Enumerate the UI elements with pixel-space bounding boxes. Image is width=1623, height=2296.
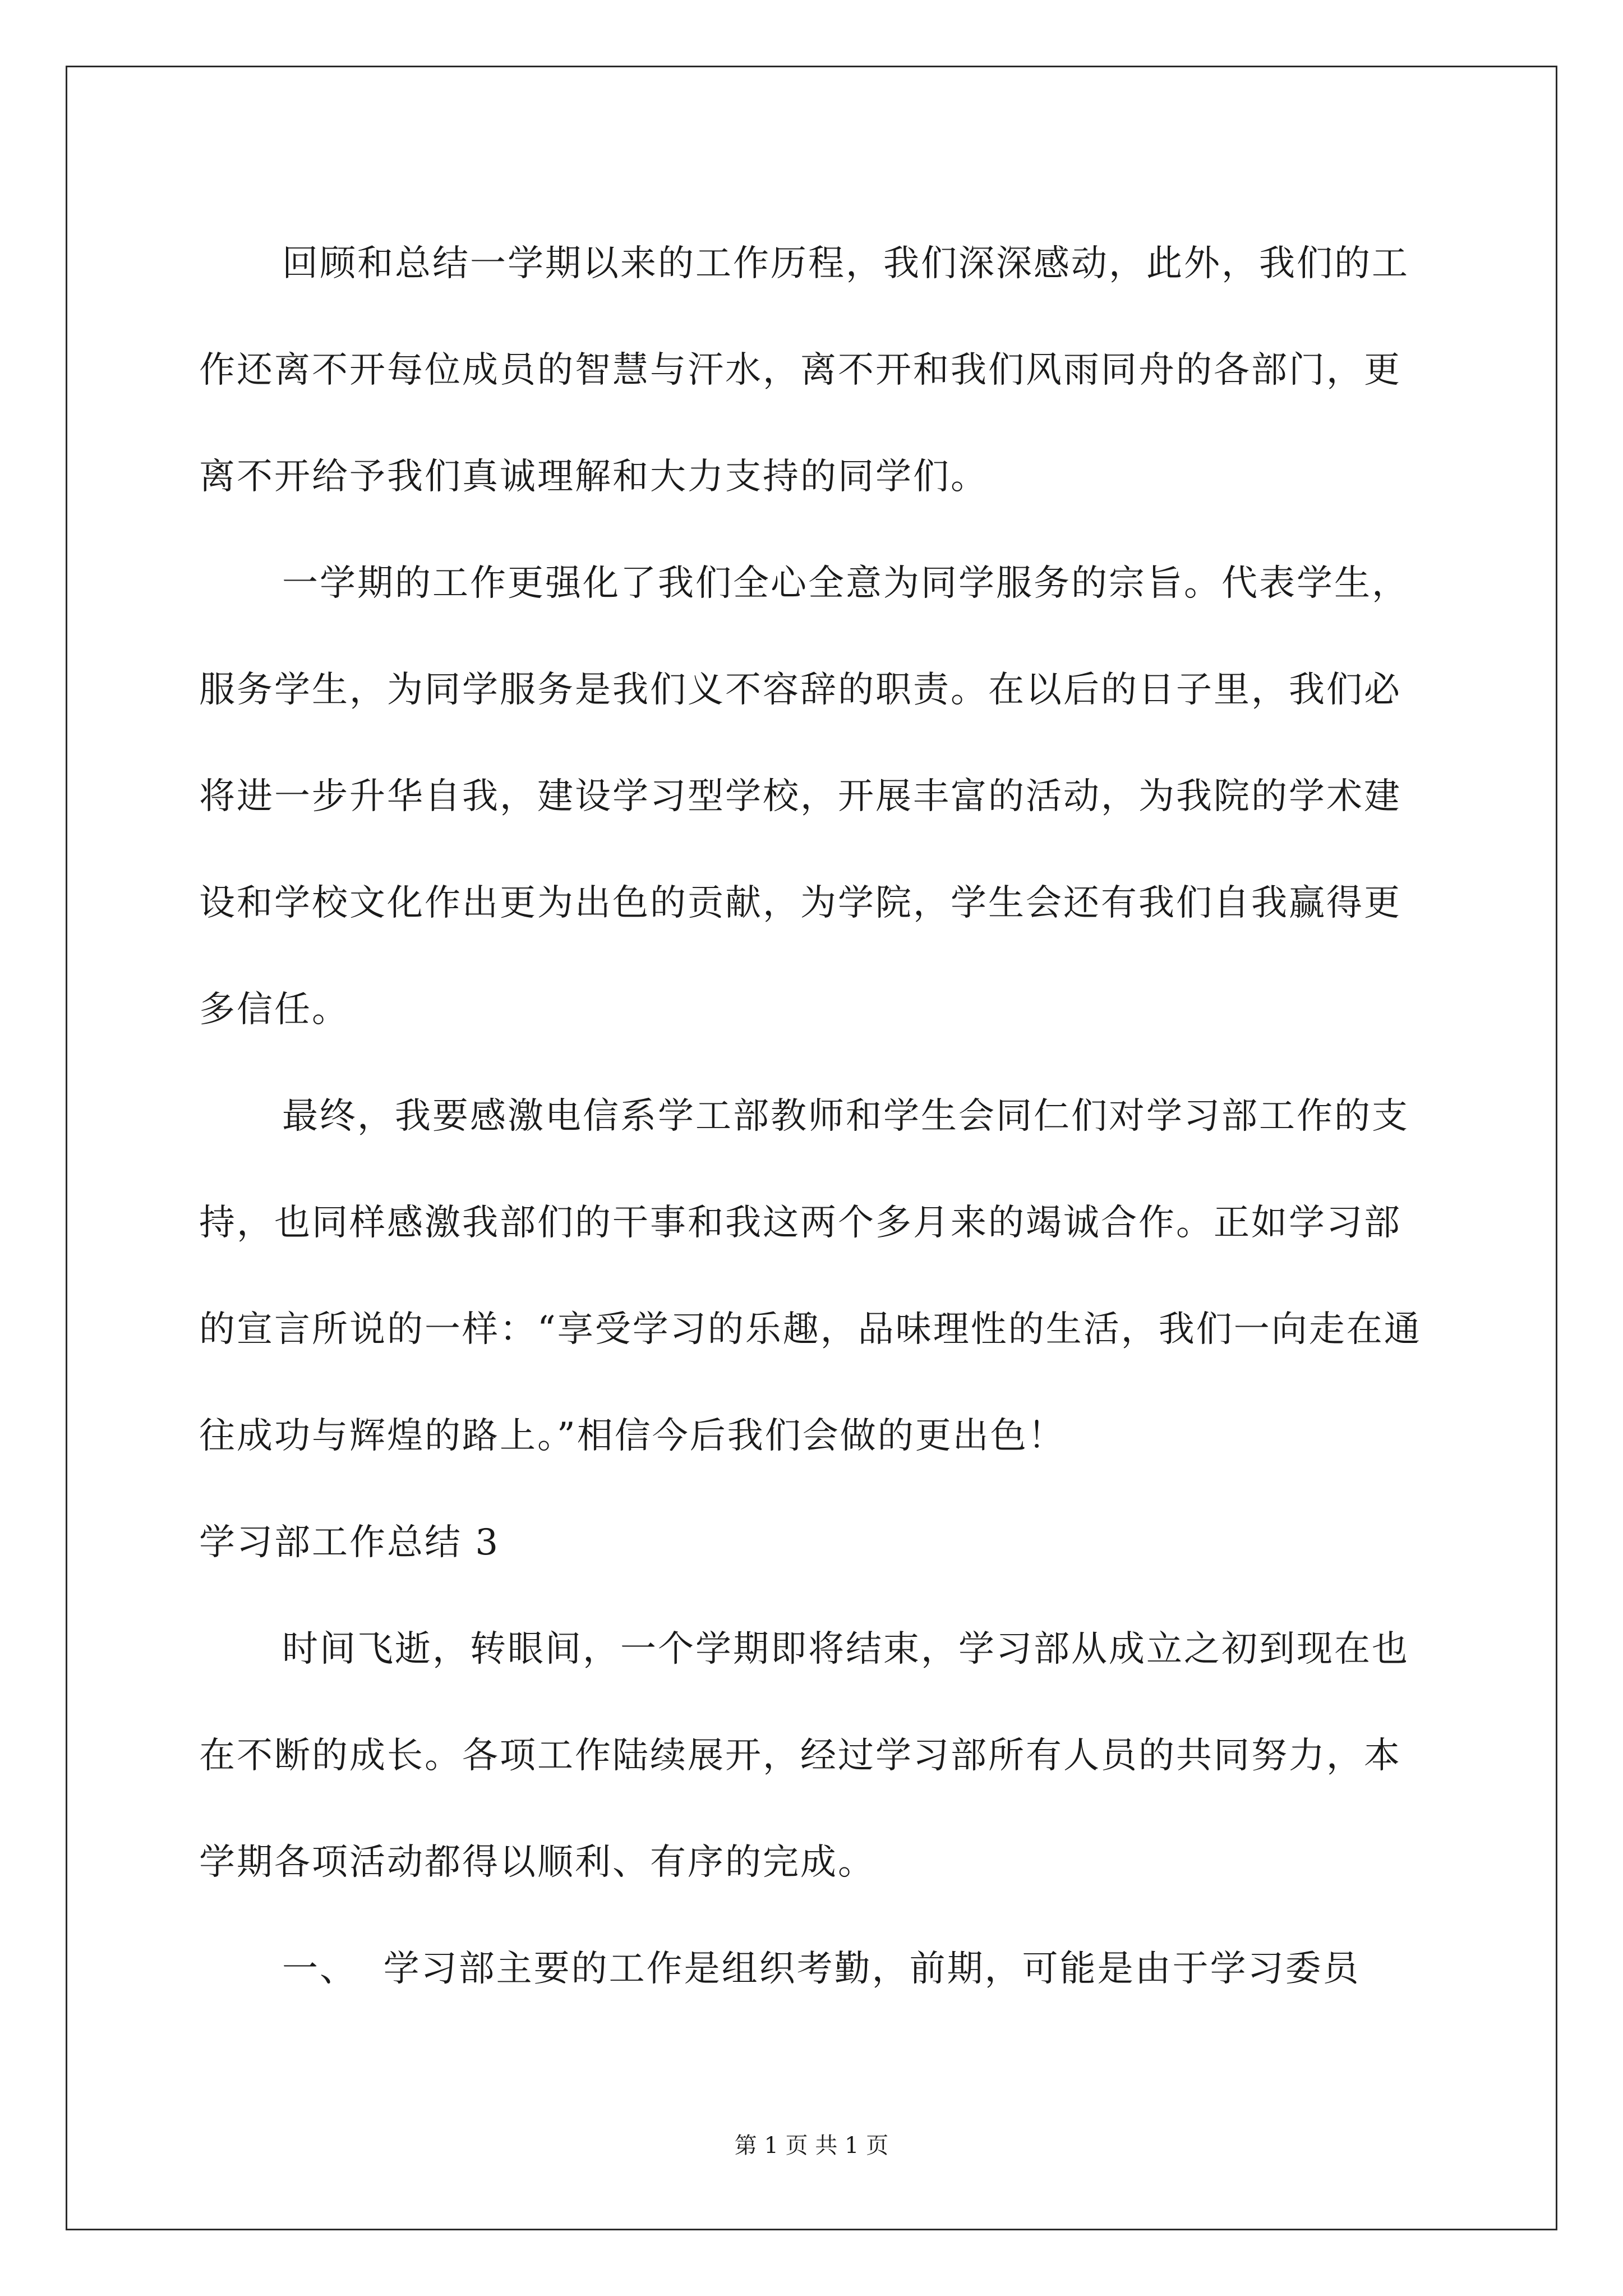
paragraph-3: 最终，我要感激电信系学工部教师和学生会同仁们对学习部工作的支持，也同样感激我部们的干事和我这两个多月来的竭诚合作。正如学习部的宣言所说的一样：“享受学习的乐趣，品味理性的生活，我们一向走在通往成功与辉煌的路上。”相信今后我们会做的更出色！: [199, 1096, 1422, 1457]
page-footer: 第 1 页 共 1 页: [734, 2133, 889, 2159]
document-body: [199, 210, 1433, 2022]
section-heading: 学习部工作总结 3: [199, 1522, 500, 1563]
paragraph-2: 一学期的工作更强化了我们全心全意为同学服务的宗旨。代表学生，服务学生，为同学服务是我们义不容辞的职责。在以后的日子里，我们必将进一步升华自我，建设学习型学校，开展丰富的活动，为我院的学术建设和学校文化作出更为出色的贡献，为学院，学生会还有我们自我赢得更多信任。: [199, 563, 1409, 1030]
section-paragraph-1: 时间飞逝，转眼间，一个学期即将结束，学习部从成立之初到现在也在不断的成长。各项工作陆续展开，经过学习部所有人员的共同努力，本学期各项活动都得以顺利、有序的完成。: [199, 1628, 1409, 1883]
section-paragraph-2: 一、 学习部主要的工作是组织考勤，前期，可能是由于学习委员: [282, 1948, 1361, 1990]
paragraph-1: 回顾和总结一学期以来的工作历程，我们深深感动，此外，我们的工作还离不开每位成员的智慧与汗水，离不开和我们风雨同舟的各部门，更离不开给予我们真诚理解和大力支持的同学们。: [199, 243, 1409, 498]
